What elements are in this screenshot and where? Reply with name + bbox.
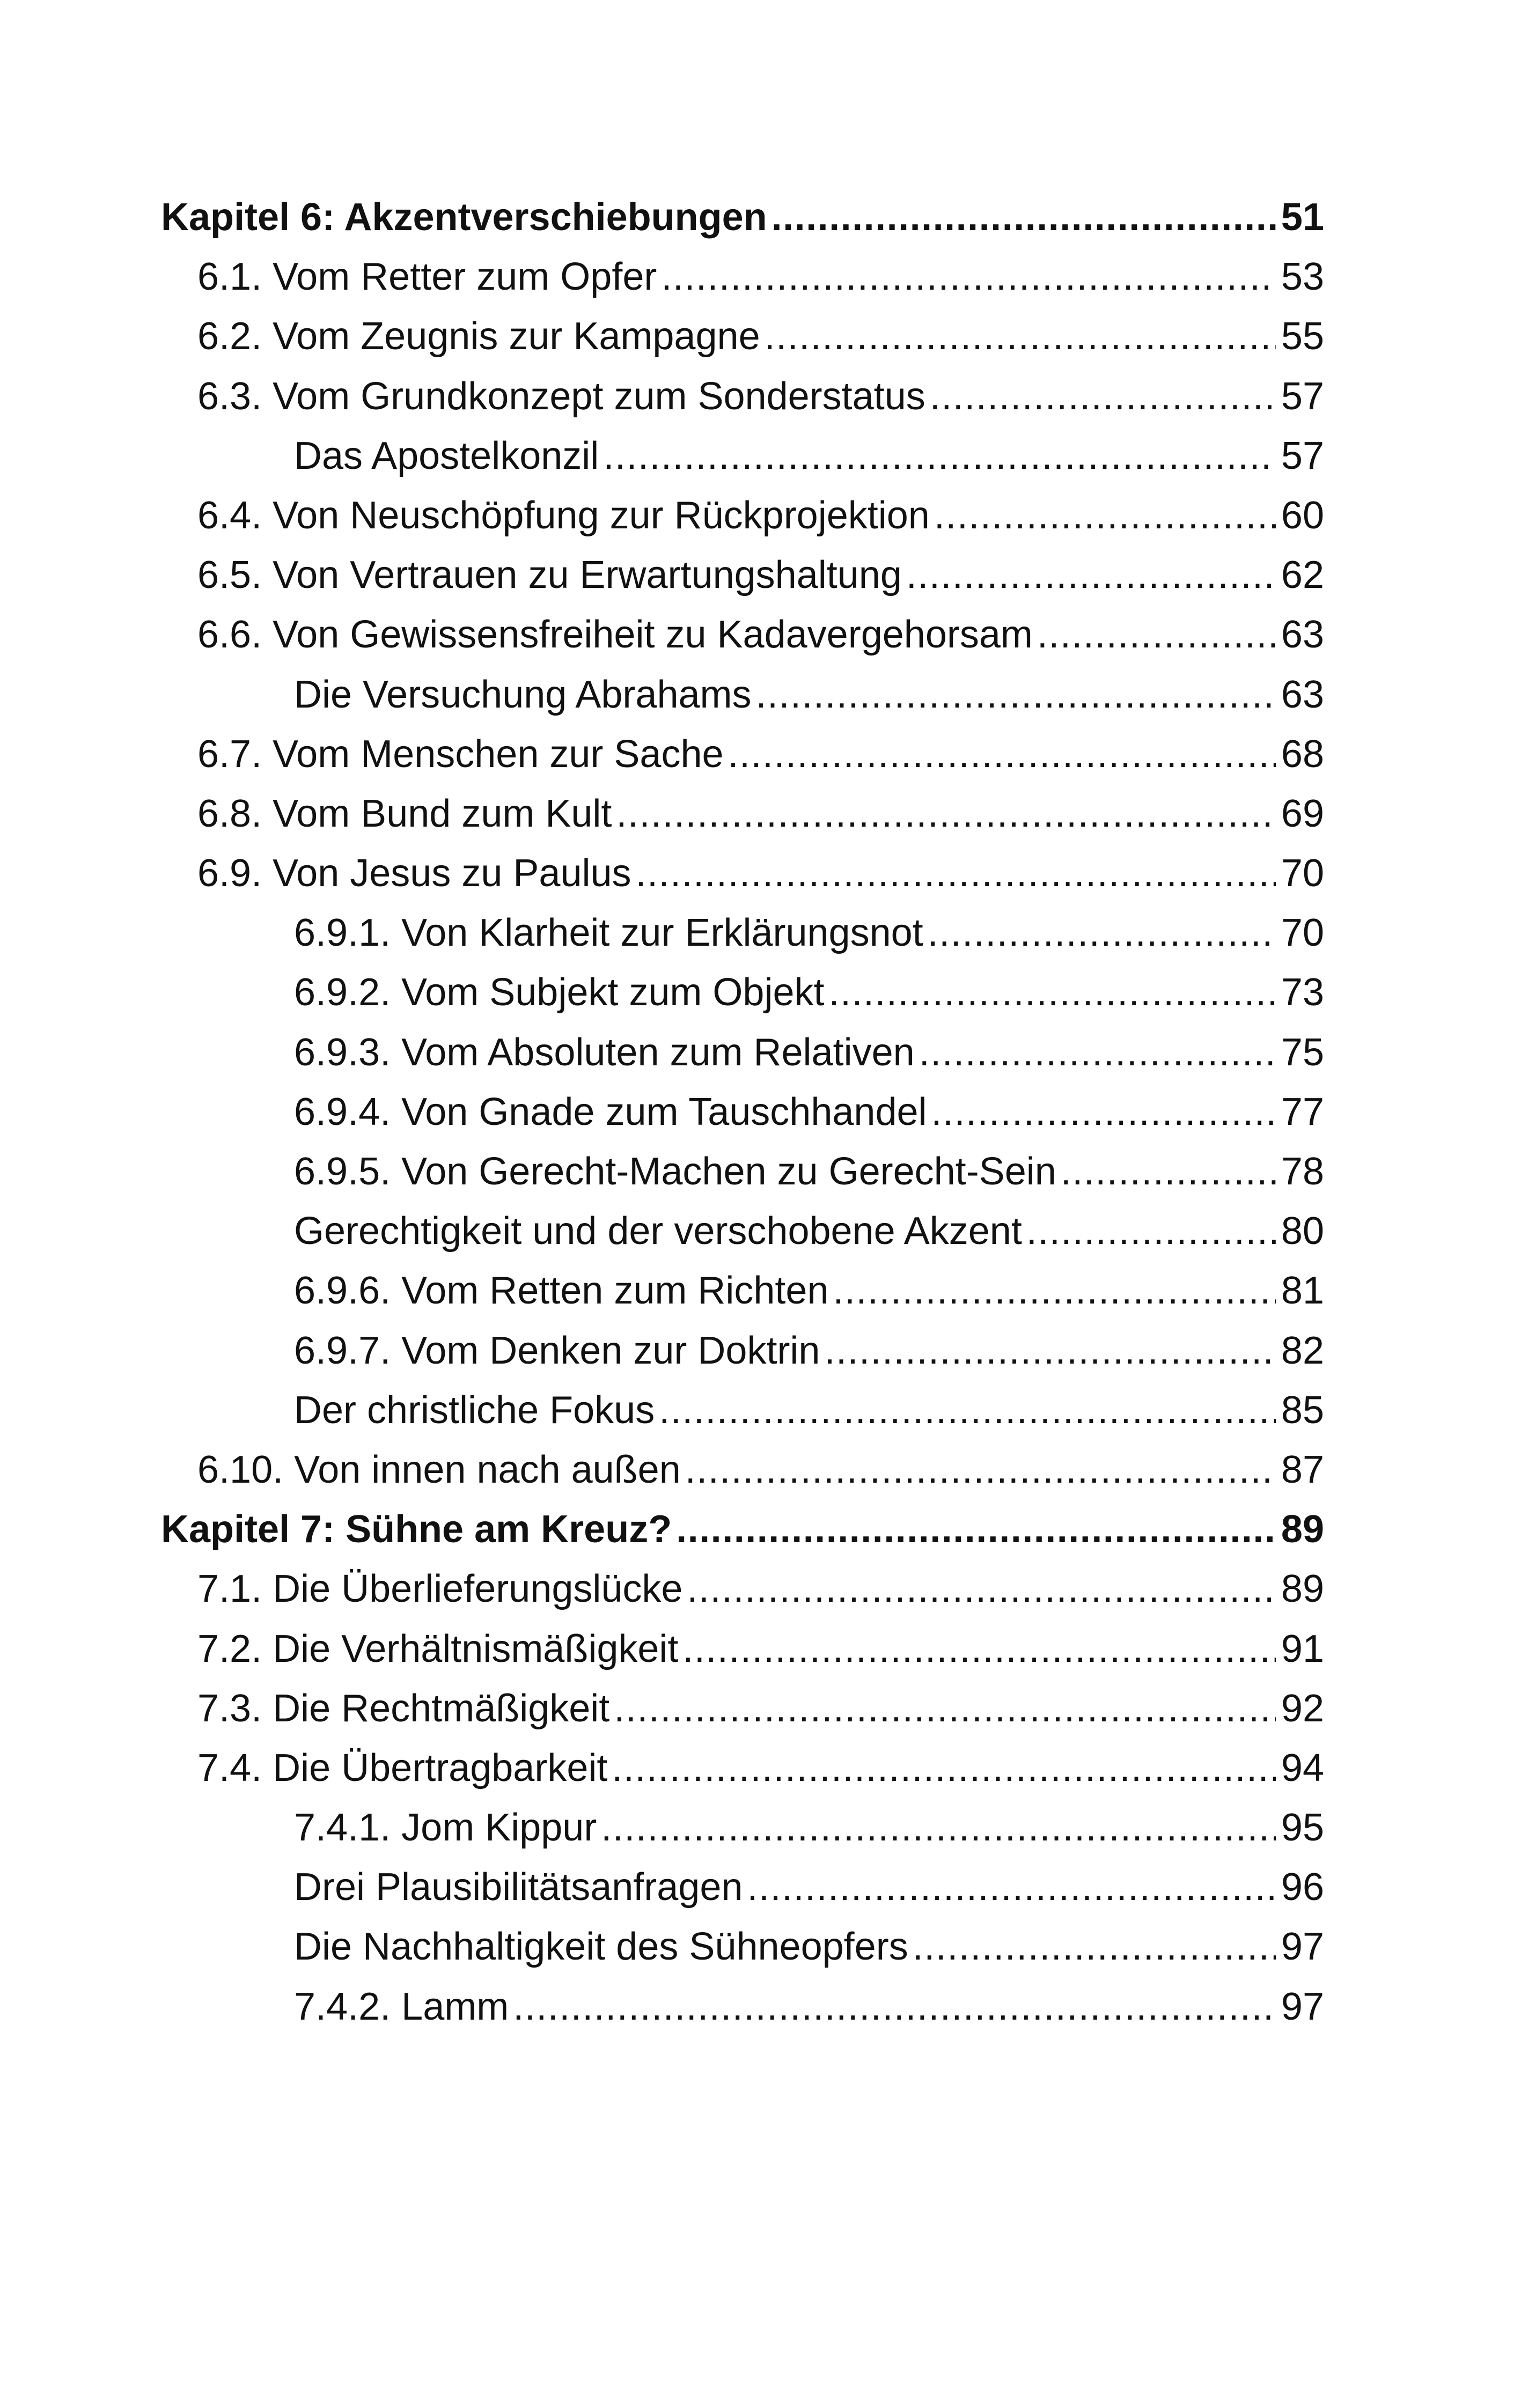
toc-entry-title: Die Versuchung Abrahams [294,673,752,716]
dot-leader [765,307,1276,366]
dot-leader [829,963,1276,1022]
toc-entry-title: Kapitel 6: Akzentverschiebungen [161,196,767,239]
toc-entry-title: 6.9.7. Vom Denken zur Doktrin [294,1329,820,1372]
toc-entry-title: Der christliche Fokus [294,1388,655,1432]
toc-entry-title: 6.9.6. Vom Retten zum Richten [294,1269,829,1313]
toc-page-number: 55 [1281,315,1324,358]
toc-page-number: 73 [1281,971,1324,1014]
dot-leader [1037,605,1276,665]
toc-page-number: 68 [1281,732,1324,776]
toc-section-entry [161,367,1324,426]
toc-section-entry [161,903,1324,963]
toc-entry-title: Drei Plausibilitätsanfragen [294,1866,743,1909]
dot-leader [913,1917,1276,1977]
toc-section-entry [161,1142,1324,1202]
toc-entry-title: 6.8. Vom Bund zum Kult [197,792,612,835]
dot-leader [687,1559,1275,1619]
dot-leader [612,1739,1276,1798]
toc-entry-title: 7.4.1. Jom Kippur [294,1806,597,1850]
toc-entry-title: 7.2. Die Verhältnismäßigkeit [197,1627,679,1670]
toc-page-number: 95 [1281,1806,1324,1850]
dot-leader [659,1381,1276,1440]
toc-section-entry [161,546,1324,605]
toc-page-number: 78 [1281,1150,1324,1193]
toc-section-entry [161,1679,1324,1739]
toc-page-number: 87 [1281,1448,1324,1491]
toc-section-entry [161,1381,1324,1440]
dot-leader [934,486,1276,546]
toc-page-number: 97 [1281,1925,1324,1969]
toc-section-entry [161,605,1324,665]
toc-entry-title: 6.9.1. Von Klarheit zur Erklärungsnot [294,911,923,955]
toc-page-number: 92 [1281,1687,1324,1730]
toc-entry-title: 6.9. Von Jesus zu Paulus [197,852,631,895]
toc-page-number: 85 [1281,1388,1324,1432]
dot-leader [833,1261,1276,1321]
toc-section-entry [161,1917,1324,1977]
toc-entry-title: 7.1. Die Überlieferungslücke [197,1567,683,1611]
toc-entry-title: Das Apostelkonzil [294,434,599,477]
toc-section-entry [161,307,1324,366]
toc-section-entry [161,426,1324,486]
toc-section-entry [161,1083,1324,1142]
toc-section-entry [161,1559,1324,1619]
toc-entry-title: Die Nachhaltigkeit des Sühneopfers [294,1925,908,1969]
table-of-contents [161,188,1324,2037]
toc-entry-title: 6.4. Von Neuschöpfung zur Rückprojektion [197,494,930,537]
toc-section-entry [161,844,1324,903]
toc-section-entry [161,1798,1324,1858]
toc-section-entry [161,1023,1324,1083]
dot-leader [931,1083,1276,1142]
toc-entry-title: 6.5. Von Vertrauen zu Erwartungshaltung [197,554,902,597]
dot-leader [676,1500,1276,1559]
dot-leader [906,546,1276,605]
toc-entry-title: 6.6. Von Gewissensfreiheit zu Kadavergehorsam [197,613,1033,657]
dot-leader [603,426,1276,486]
toc-section-entry [161,1619,1324,1679]
toc-page-number: 63 [1281,613,1324,657]
toc-page-number: 96 [1281,1866,1324,1909]
toc-entry-title: 7.4.2. Lamm [294,1985,509,2028]
toc-page-number: 91 [1281,1627,1324,1670]
toc-entry-title: 7.3. Die Rechtmäßigkeit [197,1687,610,1730]
dot-leader [661,247,1276,307]
toc-entry-title: 6.9.3. Vom Absoluten zum Relativen [294,1030,915,1074]
toc-entry-title: 6.9.5. Von Gerecht-Machen zu Gerecht-Sein [294,1150,1056,1193]
toc-entry-title: 6.2. Vom Zeugnis zur Kampagne [197,315,760,358]
toc-page-number: 62 [1281,554,1324,597]
toc-section-entry [161,665,1324,725]
dot-leader [682,1619,1275,1679]
toc-section-entry [161,1261,1324,1321]
toc-entry-title: 6.9.4. Von Gnade zum Tauschhandel [294,1090,927,1133]
toc-section-entry [161,725,1324,784]
toc-section-entry [161,1739,1324,1798]
toc-section-entry [161,784,1324,844]
toc-page-number: 82 [1281,1329,1324,1372]
toc-page-number: 69 [1281,792,1324,835]
dot-leader [614,1679,1276,1739]
toc-section-entry [161,247,1324,307]
toc-section-entry [161,1977,1324,2037]
toc-entry-title: 6.7. Vom Menschen zur Sache [197,732,724,776]
toc-page-number: 75 [1281,1030,1324,1074]
toc-page-number: 53 [1281,255,1324,299]
toc-section-entry [161,1321,1324,1381]
toc-page-number: 97 [1281,1985,1324,2028]
toc-entry-title: 6.10. Von innen nach außen [197,1448,681,1491]
toc-entry-title: 6.9.2. Vom Subjekt zum Objekt [294,971,825,1014]
dot-leader [756,665,1276,725]
toc-page-number: 60 [1281,494,1324,537]
toc-section-entry [161,1440,1324,1500]
toc-section-entry [161,486,1324,546]
toc-chapter-entry [161,188,1324,247]
toc-chapter-entry [161,1500,1324,1559]
dot-leader [1026,1202,1276,1261]
toc-entry-title: 6.3. Vom Grundkonzept zum Sonderstatus [197,374,925,418]
toc-section-entry [161,963,1324,1022]
toc-entry-title: 7.4. Die Übertragbarkeit [197,1746,608,1790]
dot-leader [824,1321,1275,1381]
toc-section-entry [161,1858,1324,1917]
toc-entry-title: 6.1. Vom Retter zum Opfer [197,255,657,299]
toc-page-number: 77 [1281,1090,1324,1133]
toc-entry-title: Kapitel 7: Sühne am Kreuz? [161,1508,672,1551]
dot-leader [771,188,1276,247]
toc-page-number: 70 [1281,911,1324,955]
dot-leader [616,784,1275,844]
toc-page-number: 57 [1281,434,1324,477]
dot-leader [919,1023,1276,1083]
toc-page-number: 89 [1281,1567,1324,1611]
dot-leader [930,367,1276,426]
toc-entry-title: Gerechtigkeit und der verschobene Akzent [294,1210,1022,1253]
toc-page-number: 63 [1281,673,1324,716]
dot-leader [601,1798,1276,1858]
dot-leader [685,1440,1276,1500]
toc-page-number: 70 [1281,852,1324,895]
toc-page-number: 57 [1281,374,1324,418]
dot-leader [1061,1142,1276,1202]
dot-leader [747,1858,1275,1917]
toc-page-number: 94 [1281,1746,1324,1790]
toc-page-number: 89 [1281,1508,1324,1551]
dot-leader [728,725,1276,784]
dot-leader [513,1977,1276,2037]
toc-page-number: 80 [1281,1210,1324,1253]
toc-page-number: 81 [1281,1269,1324,1313]
toc-section-entry [161,1202,1324,1261]
dot-leader [928,903,1276,963]
dot-leader [636,844,1276,903]
toc-page-number: 51 [1281,196,1324,239]
